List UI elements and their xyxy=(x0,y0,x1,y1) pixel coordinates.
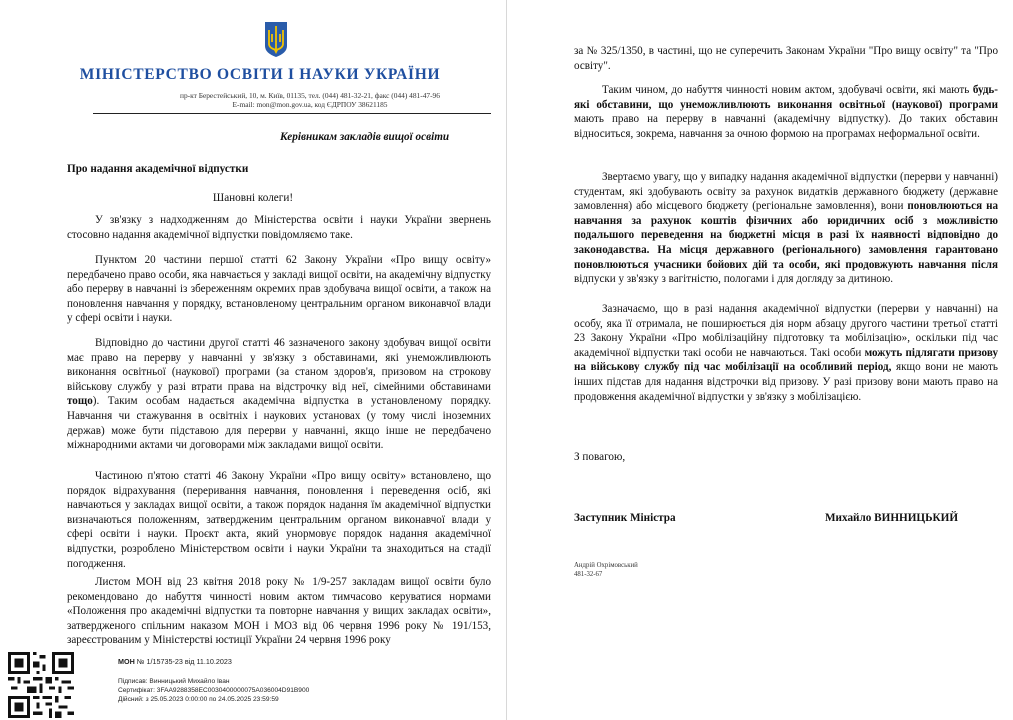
qr-code-icon xyxy=(8,652,74,718)
executor-name: Андрій Охрімовський xyxy=(574,562,638,569)
paragraph-4: Частиною п'ятою статті 46 Закону України «Про вищу освіту» встановлено, що порядок відрахування (переривання навчання, поновлення і переведення осіб, які навчаються у закладах вищої освіти, а також порядок надання їм академічної відпустки визначаються положенням, затвердженим центральним органом виконавчої влади у сфері освіти і науки. Проєкт акта, який унормовує порядок надання академічної відпустки, розроблено Міністерством освіти і науки України та знаходиться на стадії погодження. xyxy=(67,470,491,570)
ministry-name: МІНІСТЕРСТВО ОСВІТИ І НАУКИ УКРАЇНИ xyxy=(79,66,441,83)
letter-page-2 xyxy=(507,0,1013,720)
signature-signer: Підписав: Винницький Михайло Іван xyxy=(118,678,230,685)
letter-subject: Про надання академічної відпустки xyxy=(67,163,249,175)
addressee: Керівникам закладів вищої освіти xyxy=(280,131,450,143)
letter-page-1 xyxy=(0,0,506,720)
trident-emblem-icon xyxy=(263,20,289,58)
ministry-contacts: E-mail: mon@mon.gov.ua, код ЄДРПОУ 38621185 xyxy=(232,100,388,109)
paragraph-8: Звертаємо увагу, що у випадку надання академічної відпустки (перерви у навчанні) студентам, які здобувають освіту за рахунок видатків державного бюджету (державне замовлення) або місцевого бюджету (регіональне замовлення), вони поновлюються на навчання за рахунок коштів фізичних або юридичних осіб з можливістю подальшого переведення на бюджетні місця в разі їх наявності відповідно до законодавства. На місця державного (регіонального) замовлення гарантовано поновлюються учасники бойових дій та особи, які продовжують навчання після відпуски у зв'язку з вагітністю, пологами і для догляду за дитиною. xyxy=(574,171,999,286)
signature-validity: Дійсний: з 25.05.2023 0:00:00 по 24.05.2025 23:59:59 xyxy=(118,696,279,703)
paragraph-5: Листом МОН від 23 квітня 2018 року № 1/9-257 закладам вищої освіти було рекомендовано до набуття чинності новим актом тимчасово керуватися нормами «Положення про академічні відпустки та повторне навчання у вищих закладах освіти», затвердженого спільним наказом МОН і МОЗ від 06 червня 1996 року № 191/153, зареєстрованим у Міністерстві юстиції України 24 червня 1996 року xyxy=(67,576,491,647)
ministry-address: пр-кт Берестейський, 10, м. Київ, 01135, тел. (044) 481-32-21, факс (044) 481-47-96 xyxy=(180,91,440,100)
executor-phone: 481-32-67 xyxy=(574,571,603,578)
greeting: Шановні колеги! xyxy=(212,192,294,204)
paragraph-9: Зазначаємо, що в разі надання академічної відпустки (перерви у навчанні) на особу, яка її отримала, не поширюється дія норм абзацу другого частини третьої статті 23 Закону України «Про мобілізаційну підготовку та мобілізацію», оскільки під час академічної відпустки такі особи не навчаються. Такі особи можуть підлягати призову на військову службу під час мобілізації на особливий період, якщо вони не мають інших підстав для надання відстрочки від призову. У разі призову вони мають право на продовження академічної відпустки у зв'язку з мобілізацією. xyxy=(574,303,998,403)
paragraph-1: У зв'язку з надходженням до Міністерства освіти і науки України звернень стосовно надання академічної відпустки повідомляємо таке. xyxy=(67,214,491,241)
header-divider xyxy=(93,113,491,114)
signer-title: Заступник Міністра xyxy=(574,512,676,524)
paragraph-3: Відповідно до частини другої статті 46 зазначеного закону здобувач вищої освіти має право на перерву у навчанні у зв'язку з обставинами, які унеможливлюють виконання освітньої (наукової) програми (за станом здоров'я, призовом на строкову військову службу у разі втрати права на відстрочку від неї, сімейними обставинами тощо). Таким особам надається академічна відпустка в установленому порядку. Навчання чи стажування в освітніх і наукових установах (у тому числі іноземних держав) може бути підставою для перерви у навчанні, якщо інше не передбачено міжнародними актами чи договорами між закладами вищої освіти. xyxy=(67,337,491,452)
paragraph-2: Пунктом 20 частини першої статті 62 Закону України «Про вищу освіту» передбачено право особи, яка навчається у закладі вищої освіти, на академічну відпустку або перерву в навчанні із збереженням окремих прав здобувача вищої освіти, а також на поновлення навчання у порядку, встановленому центральним органом виконавчої влади у сфері освіти і науки. xyxy=(67,254,491,325)
signature-certificate: Сертифікат: 3FAA9288358EC0030400000075A036004D91B900 xyxy=(118,687,310,694)
signer-name: Михайло ВИННИЦЬКИЙ xyxy=(825,512,959,524)
document-registration: МОН № 1/15735-23 від 11.10.2023 xyxy=(118,657,232,666)
closing-regards: З повагою, xyxy=(574,451,626,463)
paragraph-7: Таким чином, до набуття чинності новим актом, здобувачі освіти, які мають будь-які обставини, що унеможливлюють виконання освітньої (наукової) програми мають право на перерву в навчанні (академічну відпустку). До таких обставин відноситься, зокрема, навчання за очною формою на програмах неформальної освіти. xyxy=(574,84,998,140)
paragraph-6: за № 325/1350, в частині, що не суперечить Законам України "Про вищу освіту" та "Про освіту". xyxy=(574,45,998,72)
